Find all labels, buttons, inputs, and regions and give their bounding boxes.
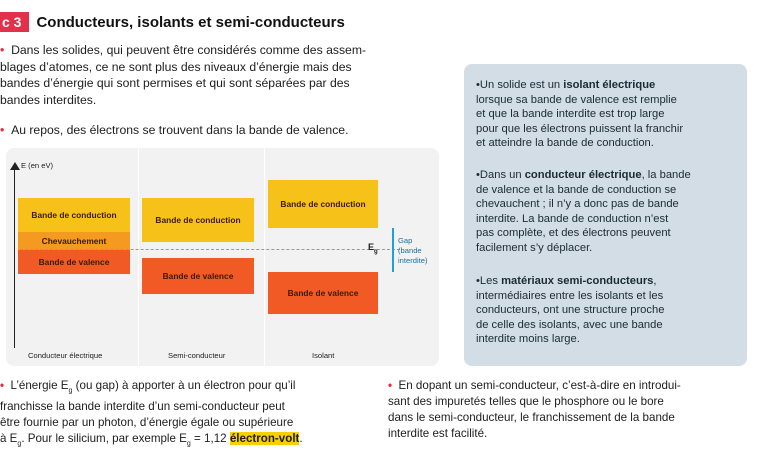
- energy-axis: [14, 168, 15, 348]
- semiconductor-conduction-band: Bande de conduction: [142, 198, 254, 242]
- section-header: [0, 12, 345, 32]
- gap-symbol: $E_g$: [368, 242, 378, 255]
- reference-line: [20, 249, 400, 250]
- bullet-icon: •: [0, 379, 5, 392]
- gap-label: Gap (bande interdite): [398, 236, 428, 265]
- bullet-icon: •: [0, 43, 5, 57]
- page-title: Conducteurs, isolants et semi-conducteurs: [36, 13, 345, 31]
- semiconductor-valence-band: Bande de valence: [142, 258, 254, 294]
- intro-paragraph: • Dans les solides, qui peuvent être considérés comme des assem- blages d’atomes, ce ne sont plus des niveaux d’énergie mais des bandes d’énergie qui sont permises et qui sont séparées par des bandes interdites.: [0, 43, 367, 107]
- gap-energy-paragraph: • L’énergie $E_g$ (ou gap) à apporter à un électron pour qu’il franchisse la bande interdite d’un semi-conducteur peut être fournie par un photon, d’énergie égale ou supérieure à $E_g$. Pour le silicium, par exemple $E_g = 1,12$ électron-volt.: [0, 379, 303, 448]
- bullet-icon: •: [476, 79, 480, 91]
- conductor-valence-band: Bande de valence: [18, 250, 130, 274]
- divider: [264, 148, 265, 366]
- semiconductor-definition: •Les matériaux semi-conducteurs, intermédiaires entre les isolants et les conducteurs, ont une structure proche de celle des isolants, avec une bande interdite moins large.: [476, 275, 665, 346]
- bullet-icon: •: [0, 123, 5, 137]
- doping-paragraph: • En dopant un semi-conducteur, c’est-à-dire en introdui- sant des impuretés telles que le phosphore ou le bore dans le semi-conducteur, le franchissement de la bande interdite est facilité.: [388, 379, 681, 440]
- conductor-conduction-band: Bande de conduction: [18, 198, 130, 232]
- conductor-definition: •Dans un conducteur électrique, la bande de valence et la bande de conduction se chevauchent ; il n’y a donc pas de bande interdite. La bande de conduction n’est pas complète, et des électrons peuvent facilement s’y déplacer.: [476, 169, 691, 254]
- insulator-valence-band: Bande de valence: [268, 272, 378, 314]
- insulator-label: Isolant: [312, 351, 335, 360]
- doc-tag: c 3: [0, 12, 29, 32]
- intro-valence: • Au repos, des électrons se trouvent dans la bande de valence.: [0, 123, 349, 137]
- insulator-conduction-band: Bande de conduction: [268, 180, 378, 228]
- gap-bar: [392, 228, 394, 272]
- band-diagram: [6, 148, 439, 366]
- conductor-overlap-band: Chevauchement: [18, 232, 130, 250]
- divider: [138, 148, 139, 366]
- energy-axis-label: E (en eV): [21, 161, 54, 170]
- semiconductor-label: Semi-conducteur: [168, 351, 226, 360]
- conductor-label: Conducteur électrique: [28, 351, 103, 360]
- insulator-definition: •Un solide est un isolant électrique lorsque sa bande de valence est remplie et que la bande interdite est trop large pour que les électrons puissent la franchir et atteindre la bande de conduction.: [476, 79, 684, 150]
- bullet-icon: •: [476, 275, 480, 287]
- axis-arrow-icon: [10, 162, 20, 170]
- bullet-icon: •: [476, 169, 480, 181]
- highlight-unit: électron-volt: [229, 432, 300, 446]
- bullet-icon: •: [388, 379, 393, 392]
